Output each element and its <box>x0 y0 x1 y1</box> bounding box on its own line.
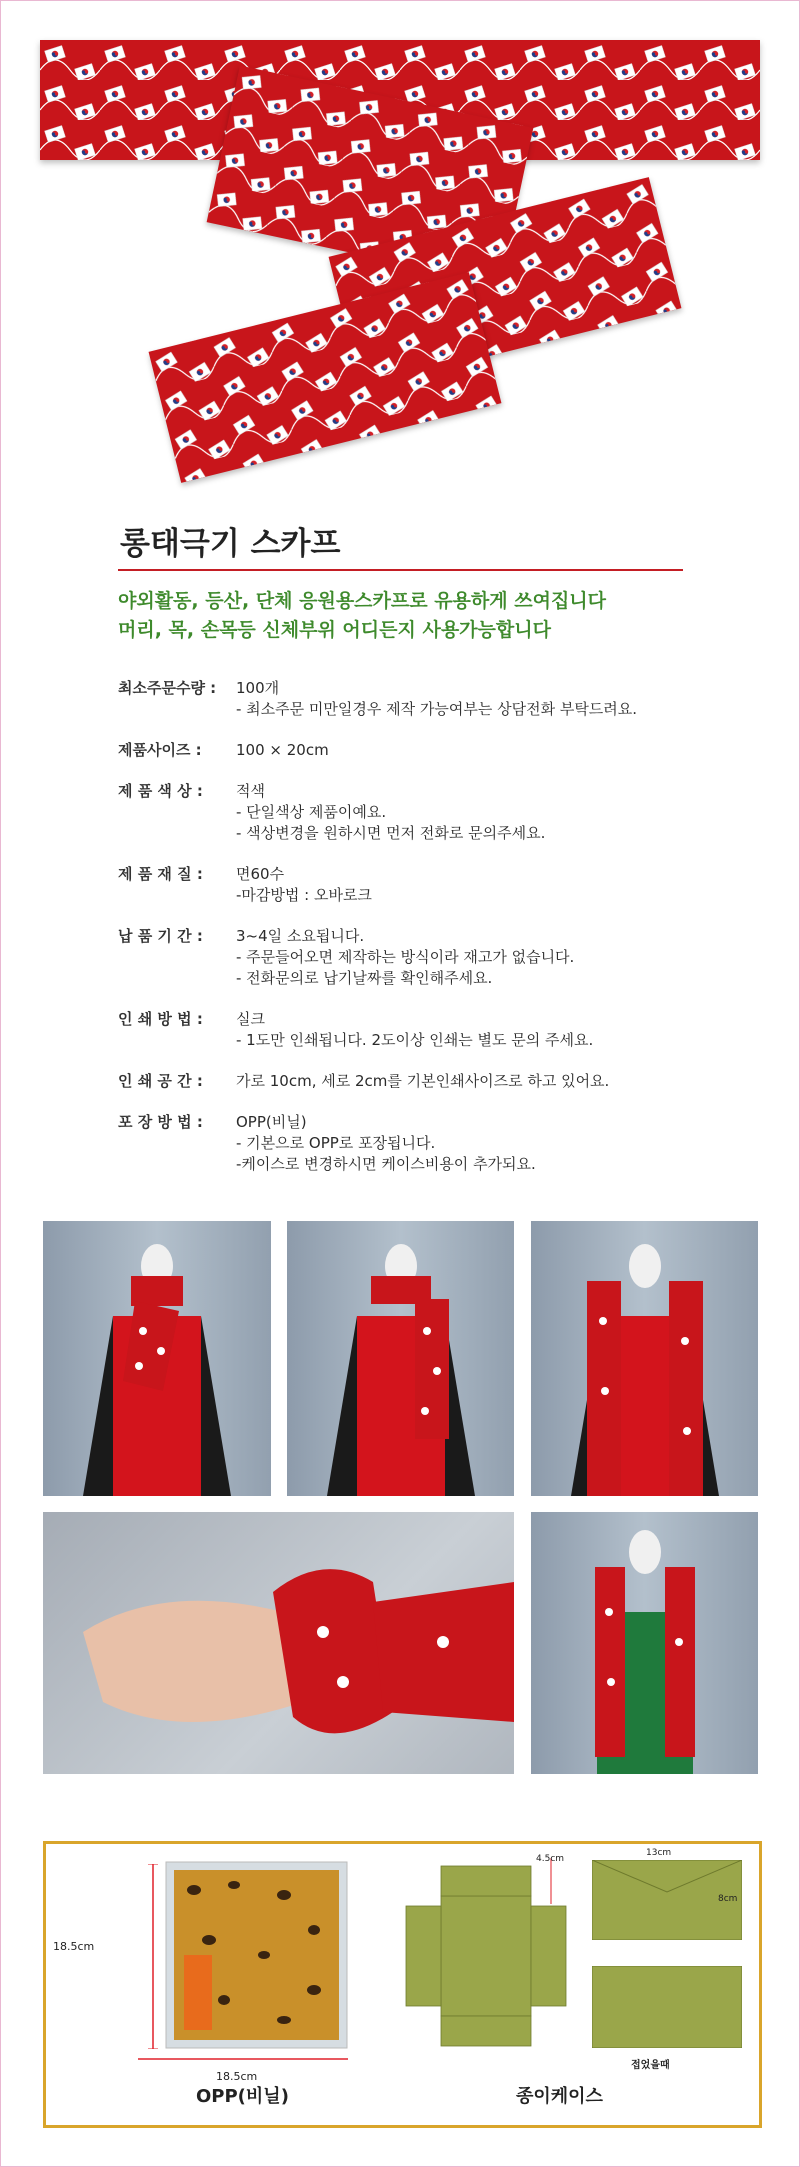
spec-line: - 기본으로 OPP로 포장됩니다. <box>236 1134 436 1152</box>
spec-line: 100개 <box>236 679 280 697</box>
case-caption: 종이케이스 <box>516 2086 603 2107</box>
spec-line: -케이스로 변경하시면 케이스비용이 추가되요. <box>236 1155 536 1173</box>
spec-line: - 전화문의로 납기날짜를 확인해주세요. <box>236 969 493 987</box>
spec-print-area <box>118 1071 718 1092</box>
opp-height-marker <box>146 1864 160 2049</box>
opp-width-label: 18.5cm <box>216 2070 258 2083</box>
case-height-label: 8cm <box>718 1894 738 1904</box>
spec-line: 실크 <box>236 1010 265 1028</box>
spec-line: - 단일색상 제품이예요. <box>236 803 387 821</box>
photo-scarf-tied-neck <box>43 1221 271 1496</box>
case-flap-label: 4.5cm <box>536 1854 565 1864</box>
spec-list <box>118 678 718 1195</box>
spec-line: - 주문들어오면 제작하는 방식이라 재고가 없습니다. <box>236 948 575 966</box>
photo-scarf-hanging <box>531 1221 758 1496</box>
spec-label: 제품사이즈 : <box>118 741 202 759</box>
opp-height-label: 18.5cm <box>53 1940 95 1953</box>
spec-delivery <box>118 926 718 989</box>
spec-label: 제 품 재 질 : <box>118 865 203 883</box>
spec-line: 면60수 <box>236 865 285 883</box>
spec-label: 포 장 방 법 : <box>118 1113 203 1131</box>
case-folded-back <box>592 1966 742 2048</box>
spec-line: - 최소주문 미만일경우 제작 가능여부는 상담전화 부탁드려요. <box>236 700 638 718</box>
hero-scarf-image <box>40 40 760 460</box>
product-title: 롱태극기 스카프 <box>120 526 341 562</box>
spec-line: 적색 <box>236 782 265 800</box>
subtitle-line: 야외활동, 등산, 단체 응원용스카프로 유용하게 쓰여집니다 <box>118 590 607 612</box>
opp-caption: OPP(비닐) <box>196 2086 289 2107</box>
spec-line: OPP(비닐) <box>236 1113 307 1131</box>
spec-line: - 색상변경을 원하시면 먼저 전화로 문의주세요. <box>236 824 546 842</box>
case-width-label: 13cm <box>646 1848 672 1858</box>
spec-line: 100 × 20cm <box>236 741 329 759</box>
spec-packaging <box>118 1112 718 1175</box>
spec-label: 납 품 기 간 : <box>118 927 203 945</box>
opp-bag-image <box>164 1860 349 2050</box>
photo-scarf-green-top <box>531 1512 758 1774</box>
spec-color <box>118 781 718 844</box>
spec-print-method <box>118 1009 718 1051</box>
spec-material <box>118 864 718 906</box>
spec-label: 인 쇄 방 법 : <box>118 1010 203 1028</box>
spec-size <box>118 740 718 761</box>
spec-label: 인 쇄 공 간 : <box>118 1072 203 1090</box>
title-divider <box>118 569 683 571</box>
spec-line: -마감방법 : 오바로크 <box>236 886 372 904</box>
packaging-panel <box>43 1841 762 2128</box>
case-unfolded-image <box>401 1856 571 2056</box>
subtitle-line: 머리, 목, 손목등 신체부위 어디든지 사용가능합니다 <box>118 619 551 641</box>
spec-label: 제 품 색 상 : <box>118 782 203 800</box>
spec-line: - 1도만 인쇄됩니다. 2도이상 인쇄는 별도 문의 주세요. <box>236 1031 594 1049</box>
photo-scarf-wrist <box>43 1512 514 1774</box>
opp-width-marker <box>138 2054 348 2064</box>
spec-label: 최소주문수량 : <box>118 679 217 697</box>
spec-line: 3~4일 소요됩니다. <box>236 927 365 945</box>
scarf-folded-left <box>149 272 502 483</box>
spec-line: 가로 10cm, 세로 2cm를 기본인쇄사이즈로 하고 있어요. <box>236 1072 610 1090</box>
case-folded-label: 접었을때 <box>631 2060 670 2071</box>
photo-scarf-draped <box>287 1221 514 1496</box>
spec-min-order <box>118 678 718 720</box>
